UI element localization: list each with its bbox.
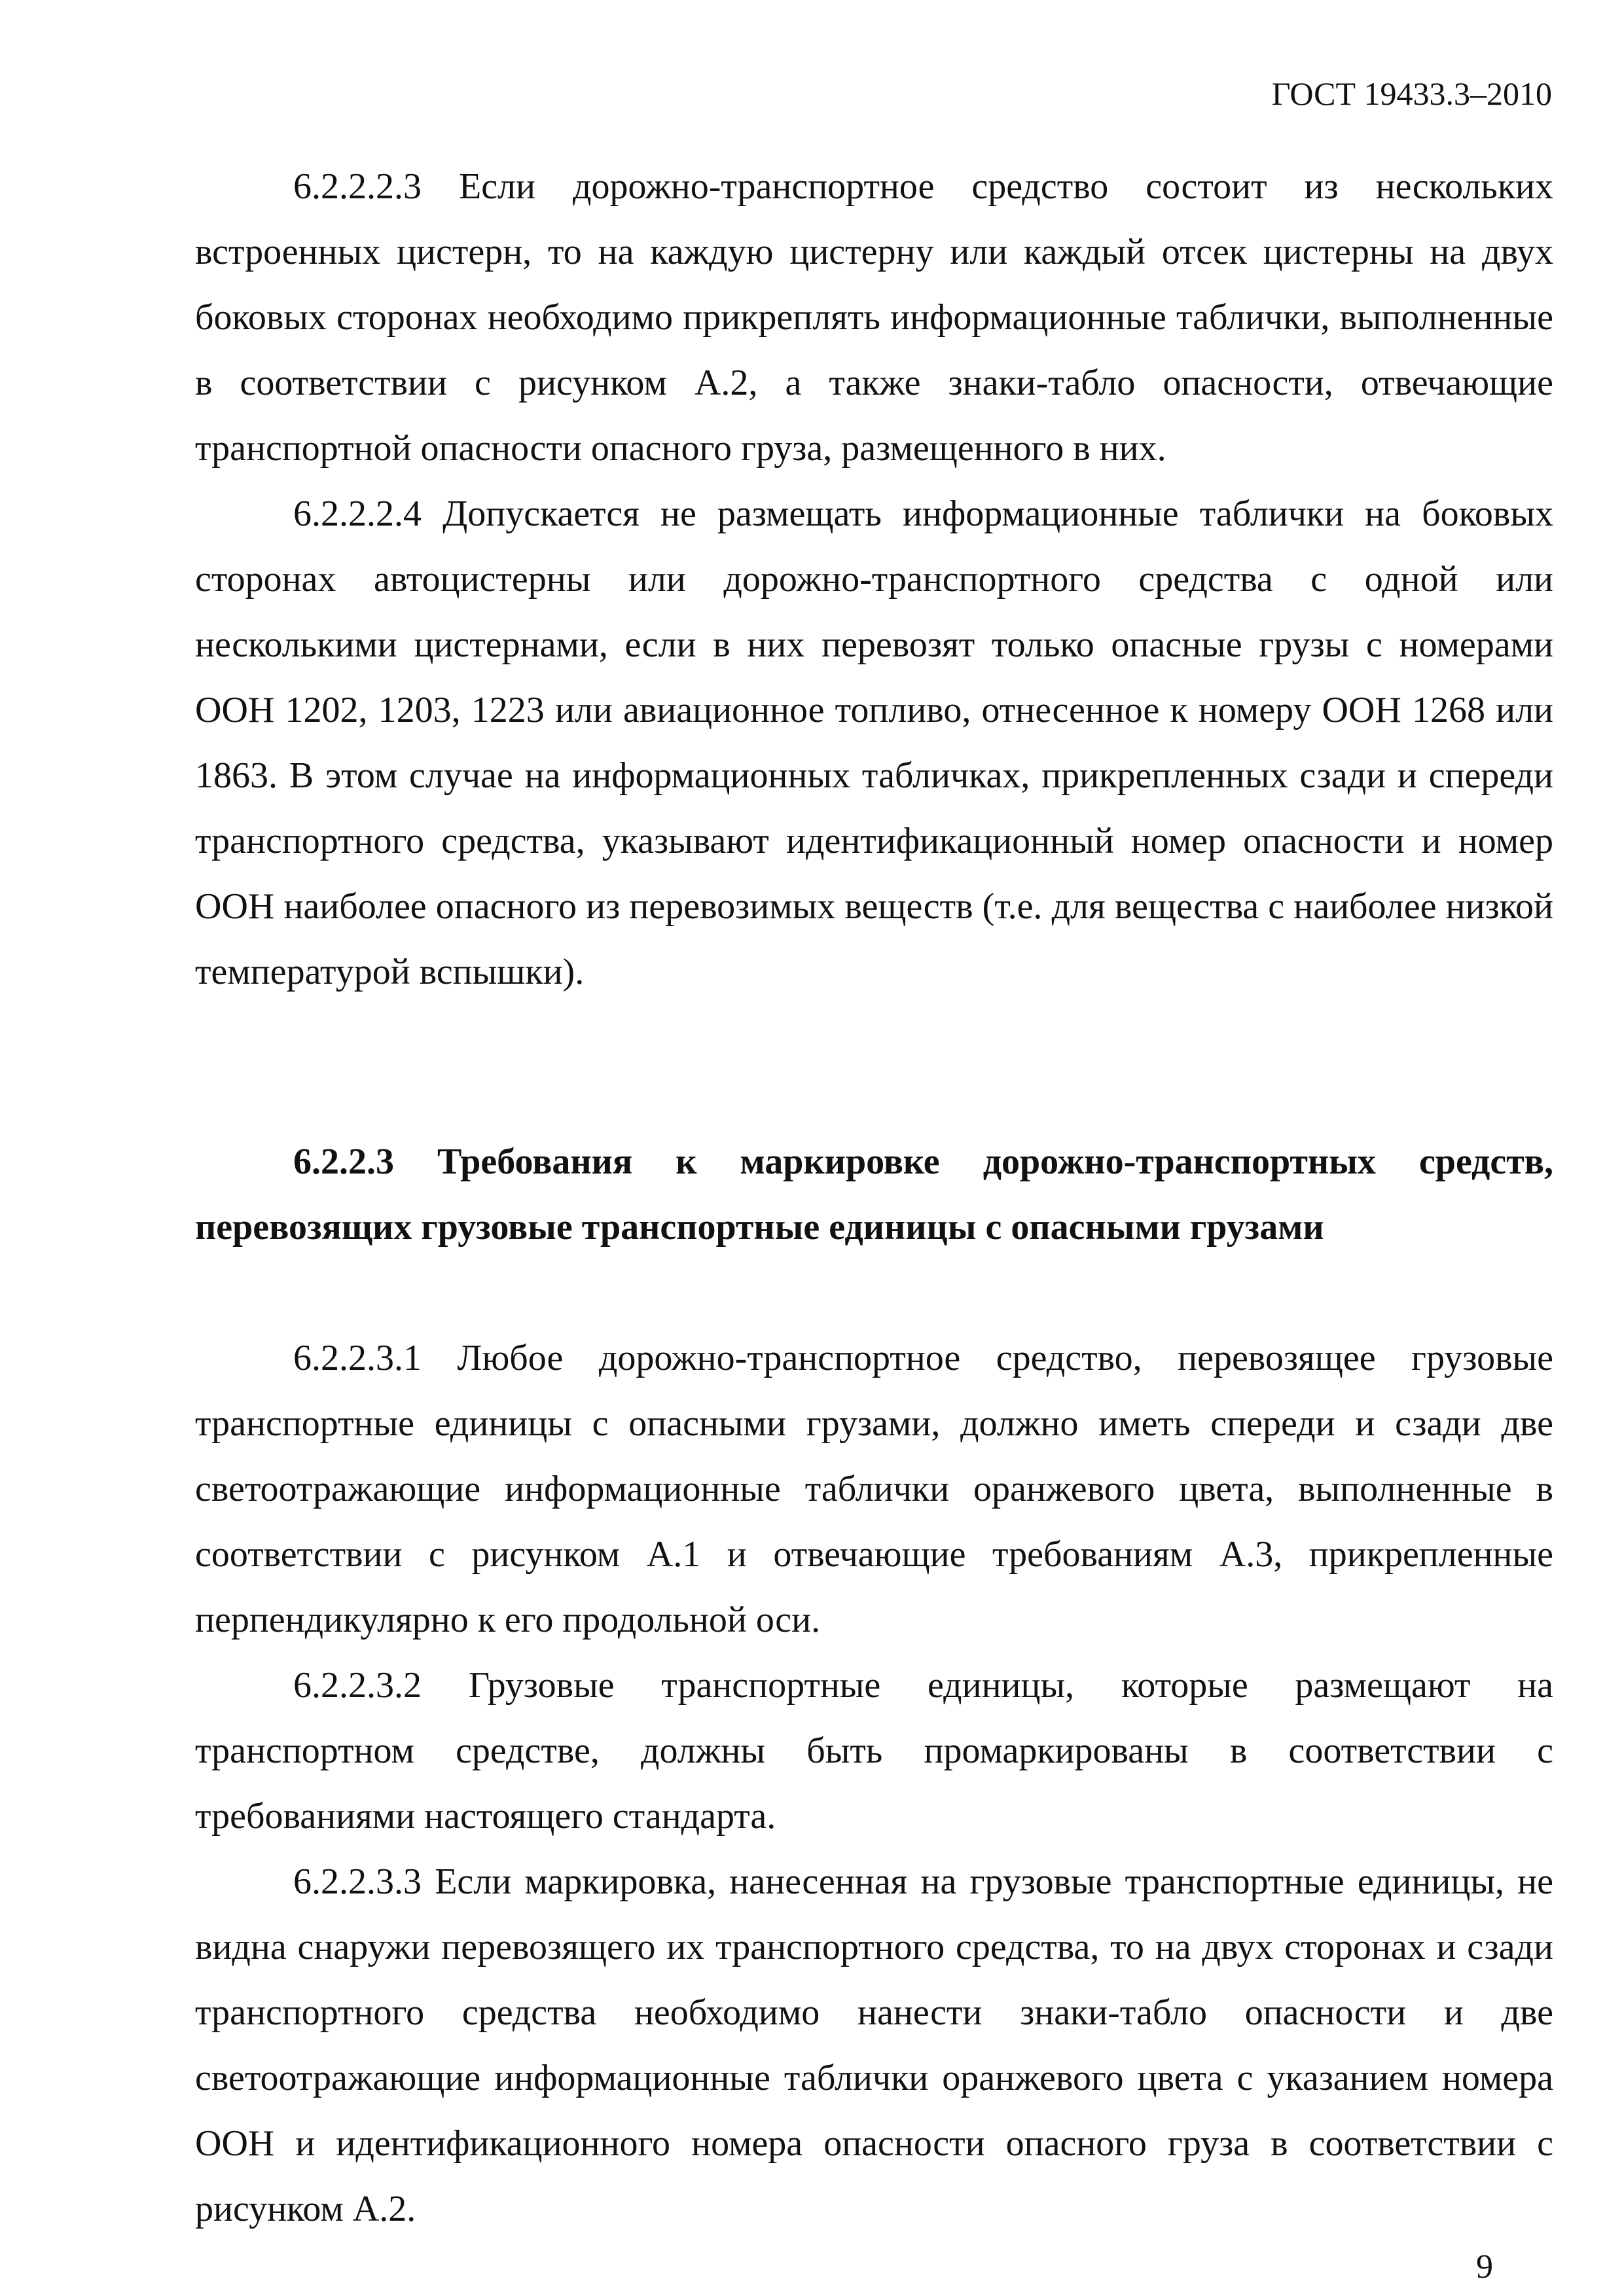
page-number: 9 [1476,2248,1493,2286]
paragraph-6-2-2-3-2: 6.2.2.3.2 Грузовые транспортные единицы, которые размещают на транспортном средстве, должны быть промаркированы в соответствии с требованиями настоящего стандарта. [195,1665,1553,1837]
section-spacer [195,1005,1553,1129]
paragraph-6-2-2-2-4: 6.2.2.2.4 Допускается не размещать информационные таблички на боковых сторонах автоцистерны или дорожно-транспортного средства с одной или несколькими цистернами, если в них перевозят только опасные грузы с номерами ООН 1202, 1203, 1223 или авиационное топливо, отнесенное к номеру ООН 1268 или 1863. В этом случае на информационных табличках, прикрепленных сзади и спереди транспортного средства, указывают идентификационный номер опасности и номер ООН наиболее опасного из перевозимых веществ (т.е. для вещества с наиболее низкой температурой вспышки). [195,493,1553,992]
paragraph-6-2-2-2-3: 6.2.2.2.3 Если дорожно-транспортное средство состоит из нескольких встроенных цистерн, то на каждую цистерну или каждый отсек цистерны на двух боковых сторонах необходимо прикреплять информационные таблички, выполненные в соответствии с рисунком А.2, а также знаки-табло опасности, отвечающие транспортной опасности опасного груза, размещенного в них. [195,166,1553,469]
paragraph-6-2-2-3-3: 6.2.2.3.3 Если маркировка, нанесенная на грузовые транспортные единицы, не видна снаружи перевозящего их транспортного средства, то на двух сторонах и сзади транспортного средства необходимо нанести знаки-табло опасности и две светоотражающие информационные таблички оранжевого цвета с указанием номера ООН и идентификационного номера опасности опасного груза в соответствии с рисунком А.2. [195,1861,1553,2229]
paragraph-6-2-2-3-1: 6.2.2.3.1 Любое дорожно-транспортное средство, перевозящее грузовые транспортные единицы с опасными грузами, должно иметь спереди и сзади две светоотражающие информационные таблички оранжевого цвета, выполненные в соответствии с рисунком А.1 и отвечающие требованиям А.3, прикрепленные перпендикулярно к его продольной оси. [195,1338,1553,1640]
section-heading-6-2-2-3: 6.2.2.3 Требования к маркировке дорожно-транспортных средств, перевозящих грузовые транспортные единицы с опасными грузами [195,1141,1553,1247]
document-body [195,154,1553,2242]
document-standard-code: ГОСТ 19433.3–2010 [1271,75,1552,112]
heading-spacer [195,1260,1553,1325]
